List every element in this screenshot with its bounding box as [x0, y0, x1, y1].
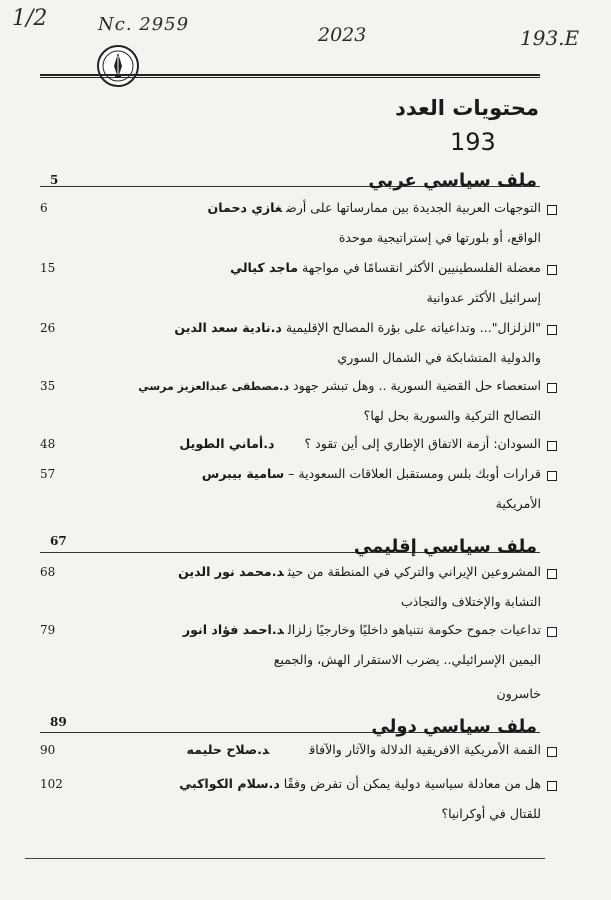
- entry-title: هل من معادلة سياسية دولية يمكن أن تفرض وفقًا: [283, 776, 541, 791]
- handwritten-year: 2023: [318, 24, 367, 46]
- entry-author: سامية بيبرس: [201, 466, 285, 481]
- toc-entry[interactable]: [40, 774, 541, 821]
- entry-title: "الزلزال"... وتداعياته على بؤرة المصالح الإقليمية: [285, 320, 541, 335]
- entry-author: د.صلاح حليمه: [186, 742, 270, 757]
- handwritten-code: 193.E: [520, 26, 580, 50]
- checkbox-icon: [547, 747, 557, 757]
- entry-title: التوجهات العربية الجديدة بين ممارساتها على أرض: [286, 200, 541, 215]
- section-title-international: ملف سياسي دولي: [371, 716, 537, 737]
- entry-author: ماجد كيالي: [230, 260, 299, 275]
- toc-entry[interactable]: [40, 258, 541, 305]
- entry-title-continuation: إسرائيل الأكثر عدوانية: [426, 290, 541, 305]
- issue-number: 193: [450, 128, 496, 156]
- entry-author: د.أماني الطويل: [179, 436, 275, 451]
- entry-title: القمة الأمريكية الافريقية الدلالة والآثار والآفاق: [309, 742, 541, 757]
- entry-title: تداعيات جموح حكومة نتنياهو داخليًا وخارجيًا زلزال: [287, 622, 541, 637]
- entry-title-continuation: الواقع، أو بلورتها في إستراتيجية موحدة: [338, 230, 541, 245]
- toc-entry[interactable]: [40, 198, 541, 245]
- section-title-arab: ملف سياسي عربي: [368, 170, 537, 191]
- checkbox-icon: [547, 781, 557, 791]
- entry-title: قرارات أوبك بلس ومستقبل العلاقات السعودية –: [288, 466, 541, 481]
- journal-logo-icon: [96, 44, 140, 88]
- checkbox-icon: [547, 627, 557, 637]
- entry-title-continuation: للقتال في أوكرانيا؟: [441, 806, 541, 821]
- toc-entry[interactable]: [40, 434, 541, 462]
- entry-page: 48: [40, 437, 56, 451]
- section-page-arab: 5: [50, 173, 59, 187]
- toc-entry[interactable]: [40, 620, 541, 701]
- entry-page: 6: [40, 201, 48, 215]
- entry-author: د.مصطفى عبدالعزيز مرسي: [138, 380, 289, 393]
- toc-entry[interactable]: [40, 376, 541, 423]
- section-page-international: 89: [50, 715, 67, 729]
- entry-page: 102: [40, 777, 63, 791]
- entry-title-continuation: خاسرون: [496, 686, 541, 701]
- page-title: محتويات العدد: [395, 96, 539, 120]
- entry-author: د.نادية سعد الدين: [174, 320, 282, 335]
- entry-title: معضلة الفلسطينيين الأكثر انقسامًا في مواجهة: [302, 260, 541, 275]
- entry-author: د.احمد فؤاد انور: [182, 622, 284, 637]
- checkbox-icon: [547, 383, 557, 393]
- entry-page: 26: [40, 321, 56, 335]
- checkbox-icon: [547, 265, 557, 275]
- section-title-regional: ملف سياسي إقليمي: [353, 536, 537, 557]
- entry-title: المشروعين الإيراني والتركي في المنطقة من حيث: [287, 564, 541, 579]
- entry-page: 15: [40, 261, 56, 275]
- toc-entry[interactable]: [40, 740, 541, 768]
- entry-title-continuation: والدولية المتشابكة في الشمال السوري: [337, 350, 541, 365]
- checkbox-icon: [547, 471, 557, 481]
- checkbox-icon: [547, 325, 557, 335]
- entry-page: 68: [40, 565, 56, 579]
- handwritten-reference: Nc. 2959: [98, 14, 190, 35]
- checkbox-icon: [547, 205, 557, 215]
- toc-entry[interactable]: [40, 464, 541, 511]
- section-page-regional: 67: [50, 534, 67, 548]
- header-divider: [40, 74, 540, 78]
- checkbox-icon: [547, 441, 557, 451]
- entry-title: استعصاء حل القضية السورية .. وهل تبشر جهود: [292, 378, 541, 393]
- entry-title-continuation: اليمين الإسرائيلي.. يضرب الاستقرار الهش، والجميع: [273, 652, 541, 667]
- entry-page: 57: [40, 467, 56, 481]
- entry-title-continuation: الأمريكية: [495, 496, 541, 511]
- entry-page: 79: [40, 623, 56, 637]
- entry-title: السودان: أزمة الاتفاق الإطاري إلى أين تقود ؟: [304, 436, 541, 451]
- checkbox-icon: [547, 569, 557, 579]
- entry-title-continuation: التشابة والإختلاف والتجاذب: [400, 594, 541, 609]
- entry-author: د.سلام الكواكبي: [179, 776, 280, 791]
- entry-title-continuation: التصالح التركية والسورية بحل لها؟: [363, 408, 541, 423]
- toc-entry[interactable]: [40, 318, 541, 365]
- entry-author: د.محمد نور الدين: [178, 564, 284, 579]
- footer-divider: [25, 858, 545, 859]
- entry-page: 35: [40, 379, 56, 393]
- toc-entry[interactable]: [40, 562, 541, 609]
- handwritten-folio: 1/2: [12, 6, 48, 31]
- entry-page: 90: [40, 743, 56, 757]
- entry-author: غازي دحمان: [207, 200, 283, 215]
